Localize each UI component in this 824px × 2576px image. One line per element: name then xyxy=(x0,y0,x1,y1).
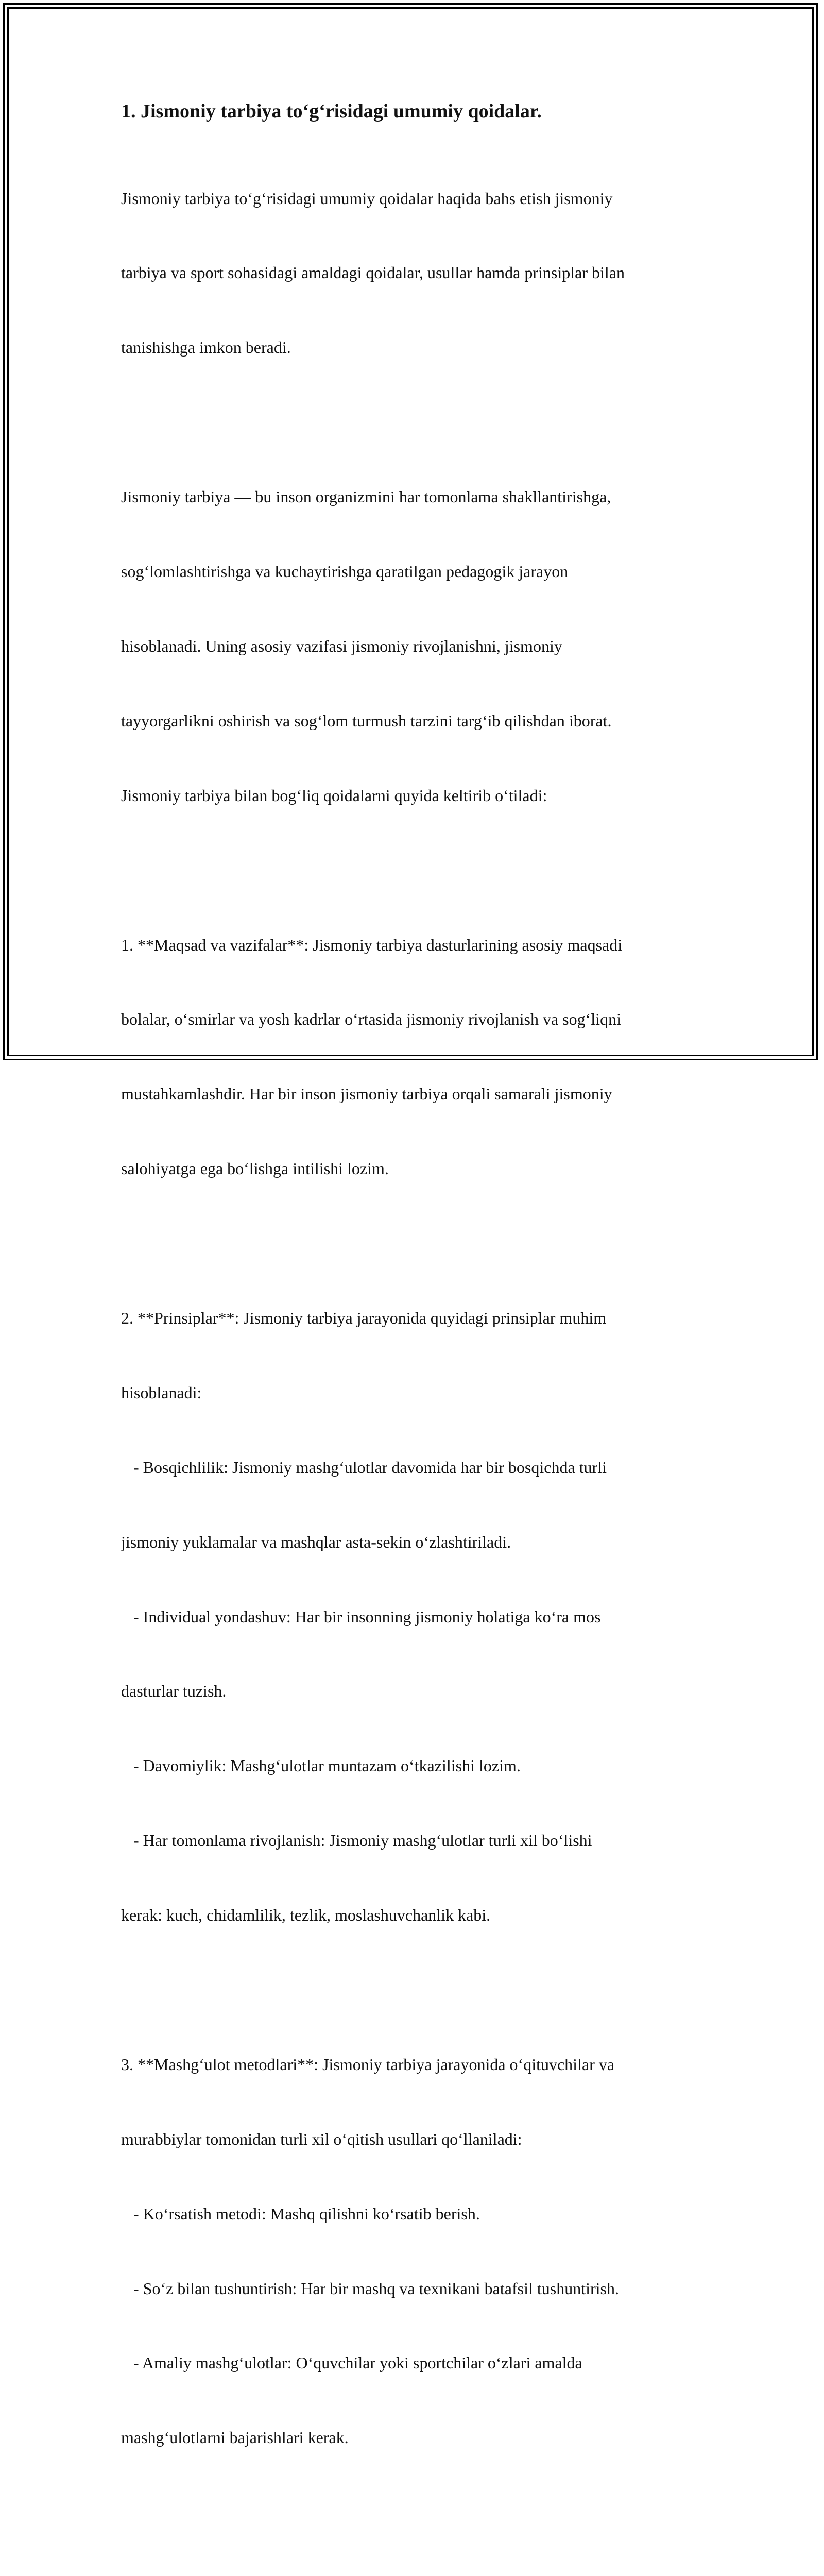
paragraph-line: - Bosqichlilik: Jismoniy mashg‘ulotlar davomida har bir bosqichda turli xyxy=(121,1455,718,1480)
paragraph-line: sog‘lomlashtirishga va kuchaytirishga qaratilgan pedagogik jarayon xyxy=(121,559,718,584)
document-body xyxy=(121,97,718,2576)
paragraph-line: Jismoniy tarbiya to‘g‘risidagi umumiy qoidalar haqida bahs etish jismoniy xyxy=(121,186,718,211)
paragraph-line: hisoblanadi. Uning asosiy vazifasi jismoniy rivojlanishni, jismoniy xyxy=(121,634,718,658)
paragraph-line: tarbiya va sport sohasidagi amaldagi qoidalar, usullar hamda prinsiplar bilan xyxy=(121,260,718,285)
paragraph-line: - Ko‘rsatish metodi: Mashq qilishni ko‘rsatib berish. xyxy=(121,2201,718,2226)
paragraph-definition xyxy=(121,435,718,858)
paragraph-line: bolalar, o‘smirlar va yosh kadrlar o‘rtasida jismoniy rivojlanish va sog‘liqni xyxy=(121,1007,718,1031)
paragraph-line: 1. **Maqsad va vazifalar**: Jismoniy tarbiya dasturlarining asosiy maqsadi xyxy=(121,933,718,957)
paragraph-line: mustahkamlashdir. Har bir inson jismoniy tarbiya orqali samarali jismoniy xyxy=(121,1081,718,1106)
paragraph-line: - So‘z bilan tushuntirish: Har bir mashq va texnikani batafsil tushuntirish. xyxy=(121,2276,718,2301)
paragraph-line: kerak: kuch, chidamlilik, tezlik, moslashuvchanlik kabi. xyxy=(121,1903,718,1927)
paragraph-intro xyxy=(121,136,718,410)
paragraph-line: mashg‘ulotlarni bajarishlari kerak. xyxy=(121,2425,718,2450)
paragraph-line: jismoniy yuklamalar va mashqlar asta-sekin o‘zlashtiriladi. xyxy=(121,1530,718,1554)
section-heading: 1. Jismoniy tarbiya to‘g‘risidagi umumiy qoidalar. xyxy=(121,97,718,126)
paragraph-line: dasturlar tuzish. xyxy=(121,1679,718,1703)
paragraph-line: Jismoniy tarbiya bilan bog‘liq qoidalarni quyida keltirib o‘tiladi: xyxy=(121,783,718,808)
paragraph-methods xyxy=(121,2002,718,2500)
paragraph-line: 3. **Mashg‘ulot metodlari**: Jismoniy tarbiya jarayonida o‘qituvchilar va xyxy=(121,2052,718,2077)
paragraph-line: Jismoniy tarbiya — bu inson organizmini har tomonlama shakllantirishga, xyxy=(121,484,718,509)
paragraph-line: - Individual yondashuv: Har bir insonning jismoniy holatiga ko‘ra mos xyxy=(121,1604,718,1629)
paragraph-line: tanishishga imkon beradi. xyxy=(121,335,718,360)
paragraph-lessons xyxy=(121,2525,718,2576)
paragraph-goals xyxy=(121,883,718,1231)
paragraph-line: 2. **Prinsiplar**: Jismoniy tarbiya jarayonida quyidagi prinsiplar muhim xyxy=(121,1306,718,1330)
paragraph-line: tayyorgarlikni oshirish va sog‘lom turmush tarzini targ‘ib qilishdan iborat. xyxy=(121,708,718,733)
paragraph-line: murabbiylar tomonidan turli xil o‘qitish usullari qo‘llaniladi: xyxy=(121,2127,718,2151)
paragraph-line: - Davomiylik: Mashg‘ulotlar muntazam o‘tkazilishi lozim. xyxy=(121,1753,718,1778)
paragraph-line: - Har tomonlama rivojlanish: Jismoniy mashg‘ulotlar turli xil bo‘lishi xyxy=(121,1828,718,1853)
paragraph-line: salohiyatga ega bo‘lishga intilishi lozim. xyxy=(121,1156,718,1181)
paragraph-principles xyxy=(121,1256,718,1977)
paragraph-line: - Amaliy mashg‘ulotlar: O‘quvchilar yoki sportchilar o‘zlari amalda xyxy=(121,2350,718,2375)
paragraph-line: hisoblanadi: xyxy=(121,1380,718,1405)
